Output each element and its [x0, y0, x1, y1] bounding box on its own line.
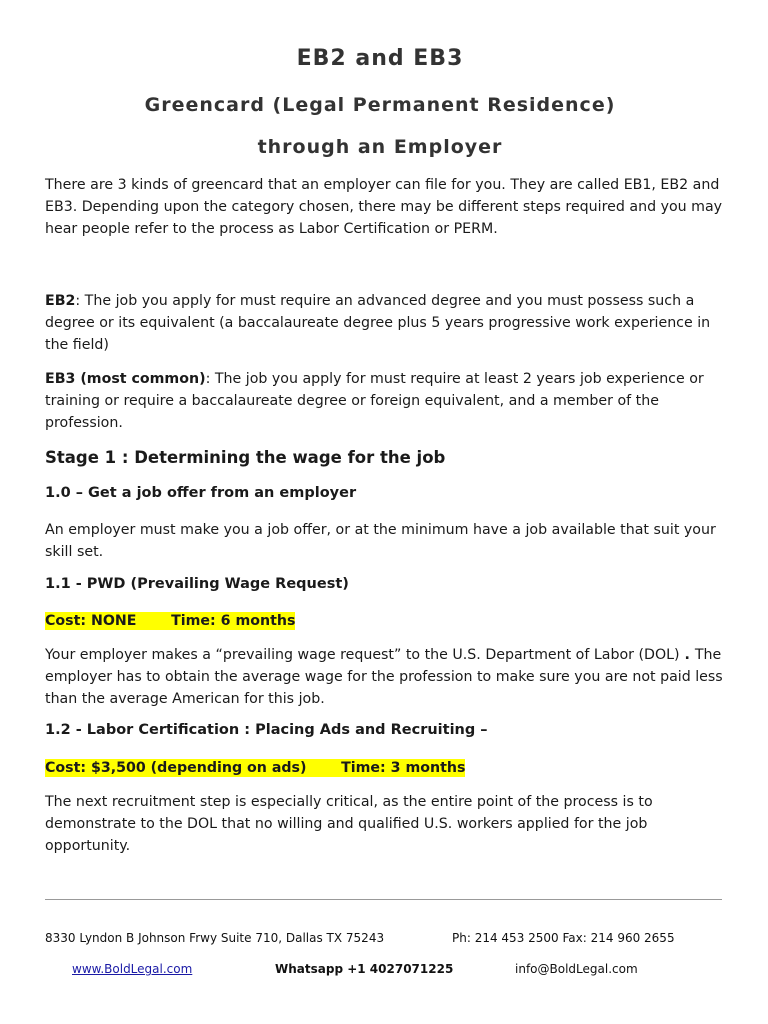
section-1-2-text: The next recruitment step is especially critical, as the entire point of the process is to demonstrate to the DOL that no willing and qualified U.S. workers applied for the job opportunity.: [45, 794, 653, 854]
section-1-1-text: [45, 644, 725, 710]
section-1-2-heading: 1.2 - Labor Certification : Placing Ads and Recruiting –: [45, 722, 488, 738]
document-subtitle: Greencard (Legal Permanent Residence): [144, 94, 616, 116]
cost-label: Cost: NONE: [45, 613, 137, 629]
footer-address: 8330 Lyndon B Johnson Frwy Suite 710, Dallas TX 75243: [45, 931, 385, 945]
section-1-1-text-dot: .: [679, 647, 695, 663]
eb3-paragraph: [45, 368, 725, 434]
footer-website-link[interactable]: www.BoldLegal.com: [72, 962, 193, 976]
eb3-text: : The job you apply for must require at least 2 years job experience or training or require a baccalaureate degree or foreign equivalent, and a member of the profession.: [45, 371, 704, 431]
document-title: EB2 and EB3: [296, 46, 464, 71]
intro-paragraph: There are 3 kinds of greencard that an employer can file for you. They are called EB1, EB2 and EB3. Depending upon the category chosen, there may be different steps required and you may hear people refer to the process as Labor Certification or PERM.: [45, 177, 723, 237]
time-label: Time: 3 months: [341, 760, 466, 776]
cost-label: Cost: $3,500 (depending on ads): [45, 760, 307, 776]
document-subtitle-2: through an Employer: [257, 136, 503, 158]
cost-highlight: [45, 759, 465, 777]
footer-phone: Ph: 214 453 2500 Fax: 214 960 2655: [452, 931, 675, 945]
footer-whatsapp: Whatsapp +1 4027071225: [275, 962, 454, 976]
eb3-label: EB3 (most common): [45, 371, 206, 387]
footer-divider: [45, 899, 722, 900]
eb2-label: EB2: [45, 293, 76, 309]
section-1-1-text-a: Your employer makes a “prevailing wage request” to the U.S. Department of Labor (DOL): [45, 647, 680, 663]
stage-1-heading: Stage 1 : Determining the wage for the job: [45, 448, 446, 467]
section-1-1-heading: 1.1 - PWD (Prevailing Wage Request): [45, 576, 349, 592]
time-label: Time: 6 months: [171, 613, 296, 629]
section-1-0-text: An employer must make you a job offer, or at the minimum have a job available that suit your skill set.: [45, 522, 716, 560]
section-1-2-cost-row: [45, 757, 725, 779]
section-1-1-text-b: The employer has to obtain the average wage for the profession to make sure you are not paid less than the average American for this job.: [45, 647, 723, 707]
section-1-0-heading: 1.0 – Get a job offer from an employer: [45, 485, 357, 501]
section-1-1-cost-row: [45, 610, 725, 632]
eb2-paragraph: [45, 290, 725, 356]
eb2-text: : The job you apply for must require an advanced degree and you must possess such a degree or its equivalent (a baccalaureate degree plus 5 years progressive work experience in the field): [45, 293, 711, 353]
footer-email: info@BoldLegal.com: [515, 962, 638, 976]
cost-highlight: [45, 612, 295, 630]
